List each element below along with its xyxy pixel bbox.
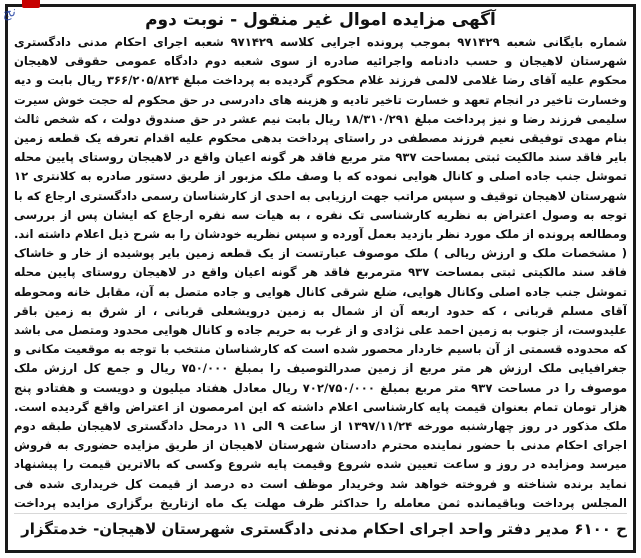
notice-title: آگهی مزایده اموال غیر منقول - نوبت دوم <box>145 10 496 30</box>
notice-body: شماره بایگانی شعبه ۹۷۱۴۲۹ بموجب پرونده اجرایی کلاسه ۹۷۱۴۲۹ شعبه اجرای احکام مدنی دادگستری شهرستان لاهیجان و حسب دادنامه واجرائیه صادره از سوی شعبه دوم دادگاه عمومی حقوقی لاهیجان محکوم علیه آقای رضا غلامی لالمی فرزند غلام محکوم گردیده به پرداخت مبلغ ۳۶۶/۲۰۵/۸۲۴ ریال بابت و دیه وخسارت تاخیر در انجام تعهد و خسارت تاخیر تادیه و هزینه های دادرسی در حق محکوم له حجت خوش سیرت سلیمی فرزند رضا و نیز پرداخت مبلغ ۱۸/۳۱۰/۲۹۱ ریال بابت نیم عشر در حق صندوق دولت ، که شخص ثالث بنام مهدی توفیقی نعیم فرزند مصطفی در راستای پرداخت بدهی محکوم علیه اقدام تعرفه یک قطعه زمین بایر فاقد سند مالکیت ثبتی بمساحت ۹۳۷ متر مربع فاقد هر گونه اعیان واقع در لاهیجان روستای پایین محله تموشل جنب جاده اصلی و کانال هوایی نموده که با وصف ملک مزبور از طریق دستور صادره به کلانتری ۱۲ شهرستان لاهیجان توقیف و سپس مراتب جهت ارزیابی به احدی از کارشناسان رسمی دادگستری ارجاع که با توجه به وصول اعتراض به نظریه کارشناسی تک نفره ، به هیات سه نفره ارجاع که ایشان پس از بررسی ومطالعه پرونده از ملک مورد نظر بازدید بعمل آورده و سپس نظریه خودشان را به شرح ذیل اعلام داشته اند. ( مشخصات ملک و ارزش ریالی ) ملک موصوف عبارتست از یک قطعه زمین بایر پوشیده از خار و خاشاک فاقد سند مالکیتی ثبتی بمساحت ۹۳۷ مترمربع فاقد هر گونه اعیان واقع در لاهیجان روستای پایین محله تموشل جنب جاده اصلی وکانال هوایی، ضلع شرقی کانال هوایی و جاده متصل به آن، مقابل خانه ومحوطه آقای مسلم قربانی ، که حدود اربعه آن از شمال به زمین درویشعلی قربانی ، از شرق به زمین باقر علیدوست، از جنوب به زمین احمد علی نژادی و از غرب به حریم جاده و کانال هوایی محدود ومتصل می باشد که محدوده قسمتی از آن باسیم خاردار محصور شده است که کارشناسان منتخب با توجه به موقعیت مکانی و جغرافیایی ملک ارزش هر متر مربع از زمین صدرالتوصیف را بمبلغ ۷۵۰/۰۰۰ ریال و جمع کل ارزش ملک موصوف را در مساحت ۹۳۷ متر مربع بمبلغ ۷۰۲/۷۵۰/۰۰۰ ریال معادل هفتاد میلیون و دویست و هفتادو پنج هزار تومان تمام بعنوان قیمت پایه کارشناسی اعلام داشته که این امرمصون از اعتراض واقع گردیده است. ملک مذکور در روز چهارشنبه مورخه ۱۳۹۷/۱۱/۲۴ از ساعت ۹ الی ۱۱ درمحل دادگستری لاهیجان طبقه دوم اجرای احکام مدنی با حضور نماینده محترم دادستان شهرستان لاهیجان از طریق مزایده حضوری به فروش میرسد ومزایده در روز و ساعت تعیین شده شروع وقیمت پایه شروع وکسی که بالاترین قیمت را پیشنهاد نماید برنده شناخته و فروخته خواهد شد وخریدار موظف است ده درصد از قیمت کل خریداری شده فی المجلس پرداخت وباقیمانده ثمن معامله را حداکثر ظرف مهلت یک ماه ازتاریخ برگزاری مزایده پرداخت <box>14 35 627 510</box>
handwritten-annotation: نج <box>1 3 17 22</box>
notice-signature: ح ۶۱۰۰ مدیر دفتر واحد اجرای احکام مدنی دادگستری شهرستان لاهیجان- خدمتگزار <box>14 513 627 544</box>
notice-box <box>5 4 636 553</box>
